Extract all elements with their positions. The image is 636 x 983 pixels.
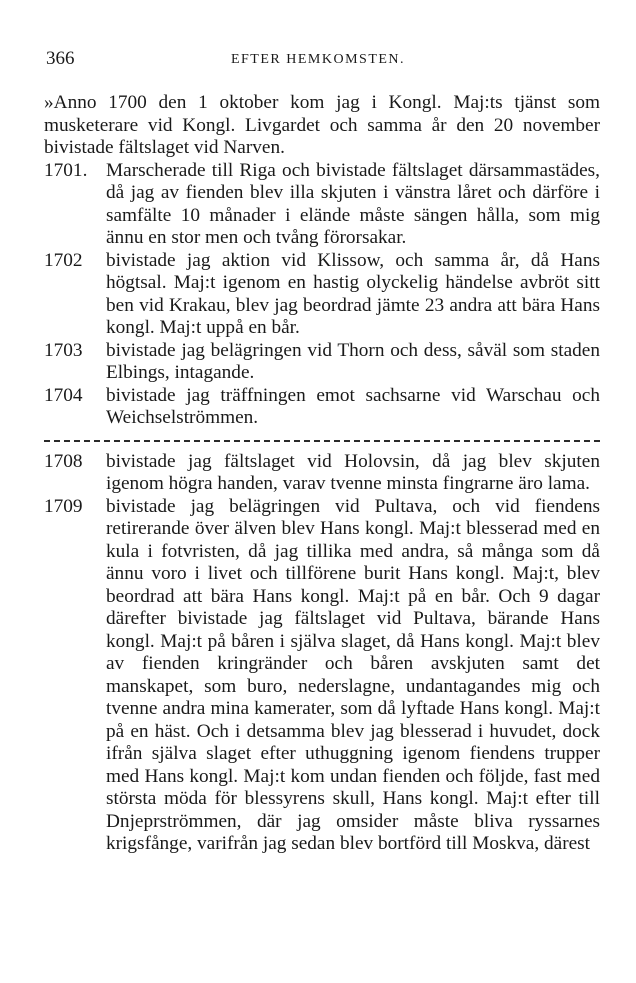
entry-year: 1703 xyxy=(44,339,83,361)
entry-1704 xyxy=(44,385,600,430)
dashed-divider xyxy=(44,440,600,442)
entry-text: Marscherade till Riga och bivistade fältslaget därsammastädes, då jag av fienden blev illa skjuten i vänstra låret och därföre i samfälte 10 månader i elände måste sängen hålla, som mig ännu en stor men och tvång förorsakar. xyxy=(106,159,600,248)
page-header xyxy=(46,48,590,72)
page-number: 366 xyxy=(46,48,75,69)
entry-1702 xyxy=(44,250,600,340)
entry-year: 1708 xyxy=(44,450,83,472)
entry-1701 xyxy=(44,160,600,250)
entry-1703 xyxy=(44,340,600,385)
running-head: EFTER HEMKOMSTEN. xyxy=(230,52,406,67)
entry-year: 1704 xyxy=(44,384,83,406)
page-text xyxy=(44,92,600,856)
entry-year: 1701. xyxy=(44,159,88,181)
entry-text: bivistade jag aktion vid Klissow, och samma år, då Hans högtsal. Maj:t igenom en hastig olyckelig händelse avbröt sitt ben vid Krakau, blev jag beordrad jämte 23 andra att bära Hans kongl. Maj:t uppå en bår. xyxy=(106,249,600,338)
entry-text: bivistade jag träffningen emot sachsarne vid Warschau och Weichselströmmen. xyxy=(106,384,600,428)
entry-text: bivistade jag belägringen vid Thorn och dess, såväl som staden Elbings, intagande. xyxy=(106,339,600,383)
entry-text: bivistade jag fältslaget vid Holovsin, då jag blev skjuten igenom högra handen, varav tvenne minsta fingrarne äro lama. xyxy=(106,450,600,494)
entry-year: 1709 xyxy=(44,495,83,517)
entry-1709 xyxy=(44,496,600,856)
entry-1708 xyxy=(44,451,600,496)
entry-year: 1702 xyxy=(44,249,83,271)
intro-paragraph: »Anno 1700 den 1 oktober kom jag i Kongl. Maj:ts tjänst som musketerare vid Kongl. Livgardet och samma år den 20 november bivistade fältslaget vid Narven. xyxy=(44,92,600,158)
entry-text: bivistade jag belägringen vid Pultava, och vid fiendens retirerande över älven blev Hans kongl. Maj:t blesserad med en kula i fotvristen, då jag tillika med andra, så många som då ännu voro i livet och tillförene burit Hans kongl. Maj:t, blev beordrad att bära Hans kongl. Maj:t på en bår. Och 9 dagar därefter bivistade jag fältslaget vid Pultava, bärande Hans kongl. Maj:t på båren i själva slaget, då Hans kongl. Maj:t blev av fienden kringränder och båren avskjuten samt det manskapet, som buro, nederslagne, undantagandes mig och tvenne andra mina kamerater, som då lyftade Hans kongl. Maj:t på en häst. Och i detsamma blev jag blesserad i huvudet, dock ifrån själva slaget efter uthuggning igenom fiendens trupper med Hans kongl. Maj:t kom undan fienden och följde, fast med största möda för blessyrens skull, Hans kongl. Maj:t efter till Dnjeprströmmen, där jag omsider måste bliva ryssarnes krigsfånge, varifrån jag sedan blev bortförd till Moskva, därest xyxy=(106,495,600,854)
